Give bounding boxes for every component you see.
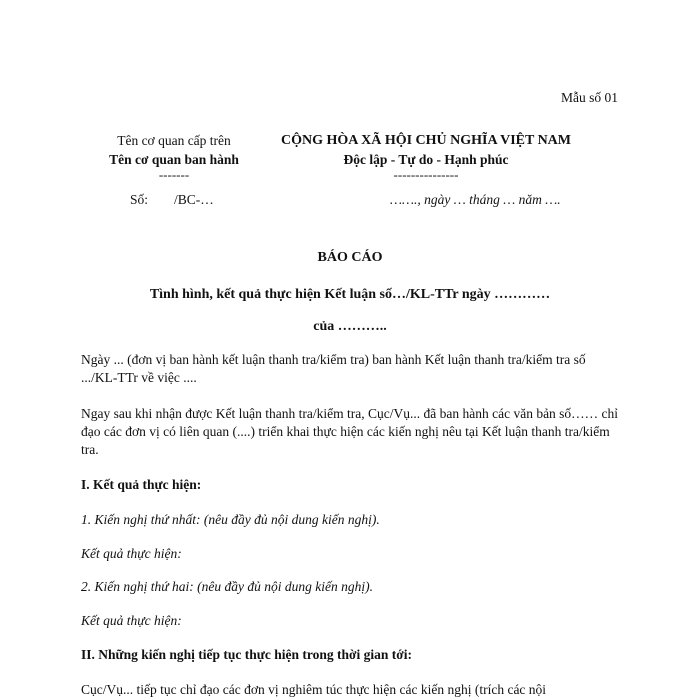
doc-number-label: Số: (130, 192, 149, 207)
parent-agency: Tên cơ quan cấp trên (117, 133, 231, 148)
section-1-heading: I. Kết quả thực hiện: (81, 477, 202, 492)
nation-name: CỘNG HÒA XÃ HỘI CHỦ NGHĨA VIỆT NAM (280, 133, 571, 148)
result-1-label: Kết quả thực hiện: (81, 546, 182, 561)
recommendation-1: 1. Kiến nghị thứ nhất: (nêu đầy đủ nội dung kiến nghị). (81, 512, 380, 527)
document-number (130, 192, 214, 208)
paragraph-3: Cục/Vụ... tiếp tục chỉ đạo các đơn vị nghiêm túc thực hiện các kiến nghị (trích các nội (81, 682, 547, 697)
form-number: Mẫu số 01 (561, 90, 618, 105)
header-left-divider: ------- (158, 167, 190, 182)
section-2-heading: II. Những kiến nghị tiếp tục thực hiện trong thời gian tới: (81, 647, 412, 662)
document-title: BÁO CÁO (317, 250, 383, 265)
date-line: ……., ngày … tháng … năm …. (390, 192, 561, 207)
document-subtitle: Tình hình, kết quả thực hiện Kết luận số…/KL-TTr ngày ………… (149, 287, 551, 302)
recommendation-2: 2. Kiến nghị thứ hai: (nêu đầy đủ nội dung kiến nghị). (81, 579, 373, 594)
document-subtitle-of: của ……….. (313, 319, 387, 334)
header-left (96, 131, 252, 181)
doc-number-value: /BC-… (174, 192, 214, 207)
issuing-agency: Tên cơ quan ban hành (109, 152, 239, 167)
header-right (262, 131, 590, 181)
header-right-divider: --------------- (393, 167, 459, 182)
national-motto: Độc lập - Tự do - Hạnh phúc (343, 152, 509, 167)
result-2-label: Kết quả thực hiện: (81, 613, 182, 628)
paragraph-1: Ngày ... (đơn vị ban hành kết luận thanh tra/kiểm tra) ban hành Kết luận thanh tra/kiểm tra số .../KL-TTr về việc .... (81, 352, 586, 385)
paragraph-2: Ngay sau khi nhận được Kết luận thanh tra/kiểm tra, Cục/Vụ... đã ban hành các văn bản số…… chỉ đạo các đơn vị có liên quan (....) triển khai thực hiện các kiến nghị nêu tại Kết luận thanh tra/kiểm tra. (81, 406, 619, 457)
